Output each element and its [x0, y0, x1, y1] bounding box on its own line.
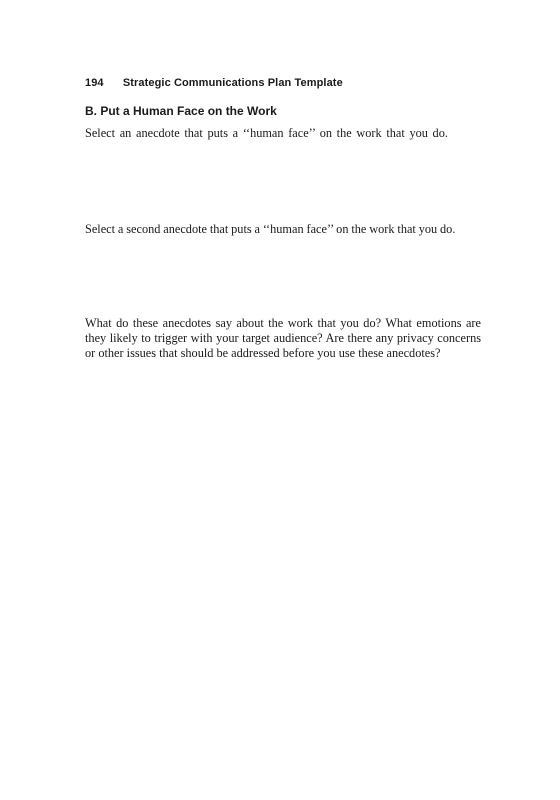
section-heading: B. Put a Human Face on the Work: [85, 104, 277, 118]
page-number: 194: [85, 77, 104, 89]
prompt-second-anecdote: Select a second anecdote that puts a ‘‘human face’’ on the work that you do.: [85, 222, 456, 236]
running-head: [85, 77, 343, 89]
prompt-first-anecdote: Select an anecdote that puts a ‘‘human face’’ on the work that you do.: [85, 126, 448, 140]
running-head-title: Strategic Communications Plan Template: [122, 77, 343, 89]
prompt-anecdote-reflection: What do these anecdotes say about the work that you do? What emotions are they likely to trigger with your target audience? Are there any privacy concerns or other issues that should be addressed before you use these anecdotes?: [85, 316, 481, 360]
